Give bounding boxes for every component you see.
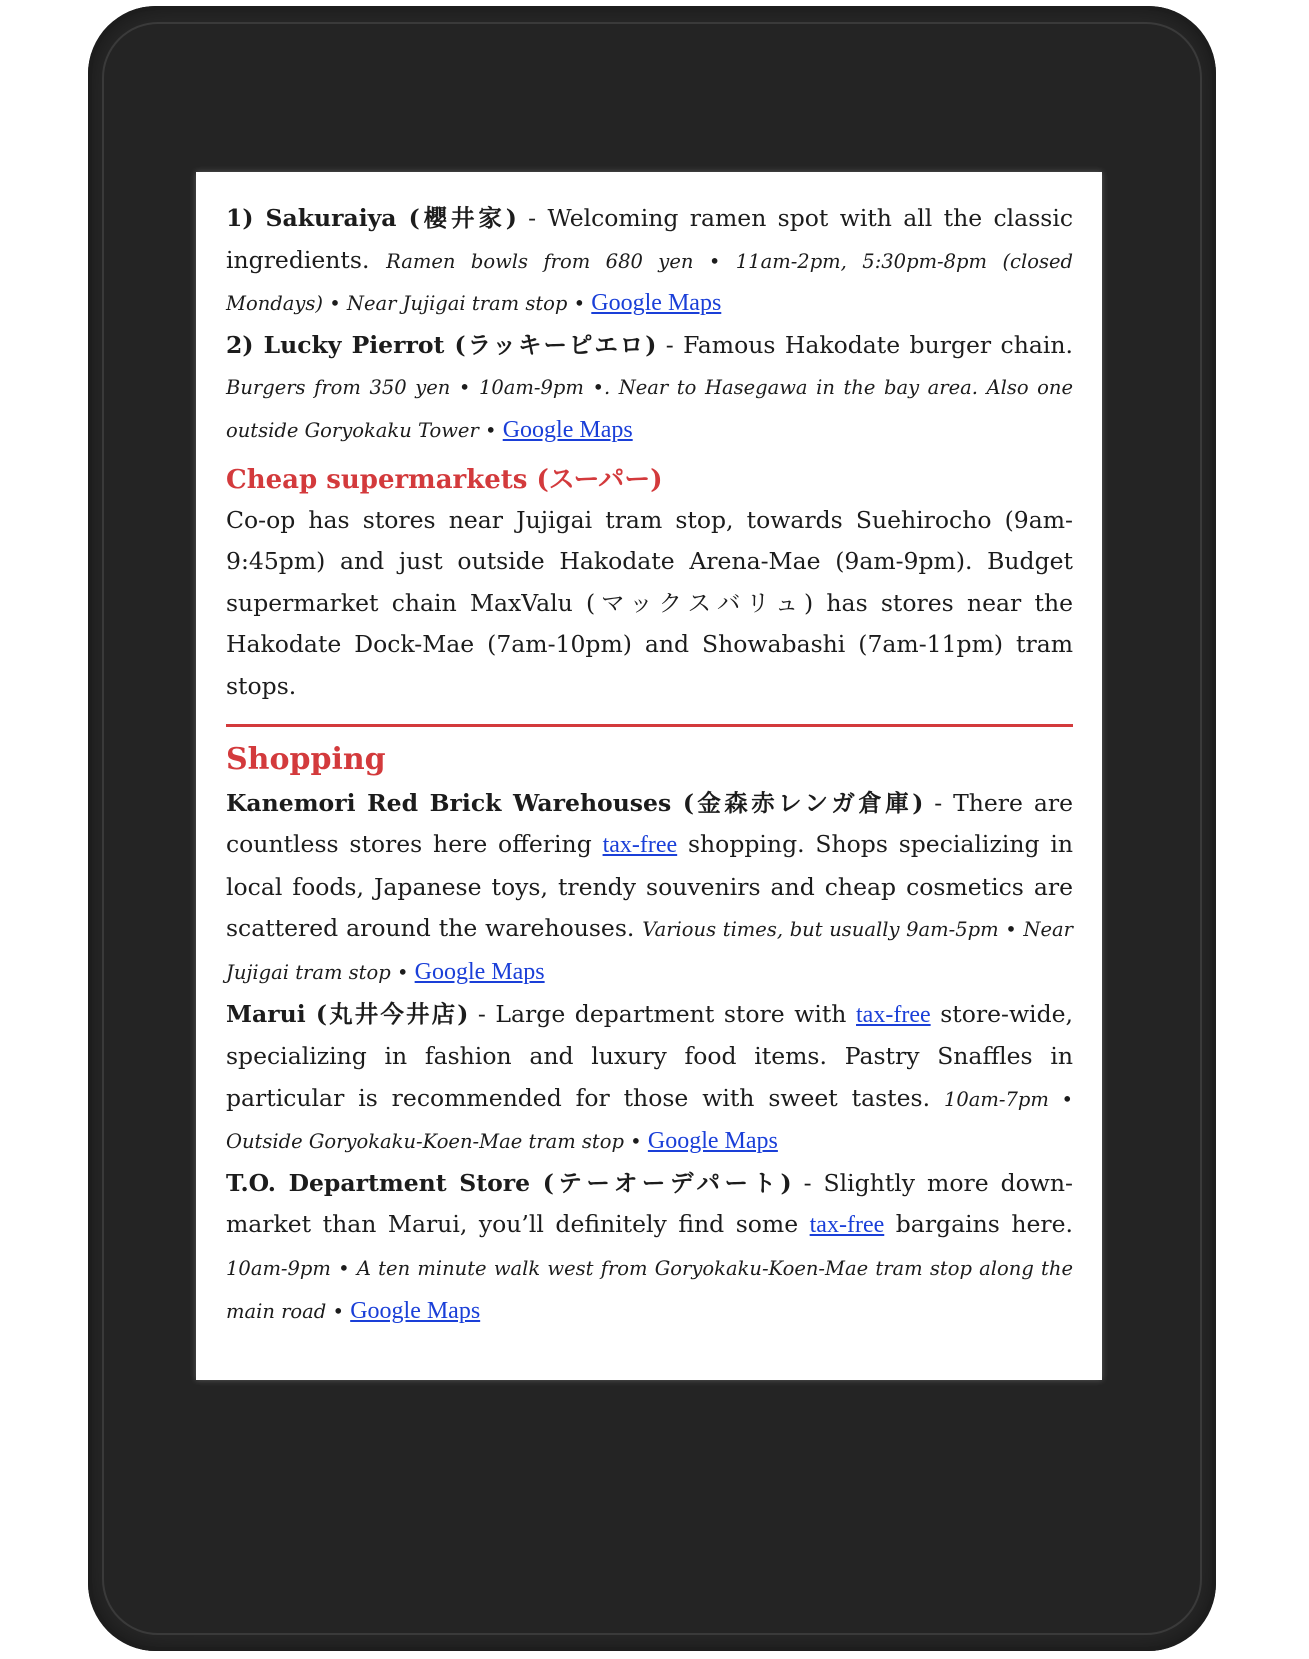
shop-name: Marui (丸井今井店) <box>226 999 469 1028</box>
shop-meta: Various times, but usually 9am-5pm • Near Jujigai tram stop • <box>226 918 1073 984</box>
shop-description: - Large department store with <box>468 999 857 1028</box>
google-maps-link[interactable]: Google Maps <box>591 290 722 317</box>
google-maps-link[interactable]: Google Maps <box>414 958 545 985</box>
shop-description: - There are countless stores here offering <box>226 788 1073 859</box>
google-maps-link[interactable]: Google Maps <box>350 1297 481 1324</box>
tax-free-link[interactable]: tax-free <box>602 832 678 859</box>
shop-entry-marui <box>226 994 1073 1163</box>
restaurant-meta: Burgers from 350 yen • 10am-9pm •. Near to Hasegawa in the bay area. Also one outside Goryokaku Tower • <box>226 376 1073 442</box>
shop-description: - Slightly more down-market than Marui, you’ll definitely find some <box>226 1168 1073 1239</box>
tax-free-link[interactable]: tax-free <box>856 1001 931 1028</box>
section-divider <box>226 724 1073 727</box>
google-maps-link[interactable]: Google Maps <box>502 416 633 443</box>
shop-description-cont: bargains here. <box>884 1210 1073 1239</box>
restaurant-entry-sakuraiya <box>226 198 1073 325</box>
restaurant-description: - Famous Hakodate burger chain. <box>656 330 1073 359</box>
supermarkets-paragraph: Co-op has stores near Jujigai tram stop, towards Suehirocho (9am-9:45pm) and just outside Hakodate Arena-Mae (9am-9pm). Budget supermarket chain MaxValu (マックスバリュ) has stores near the Hakodate Dock-Mae (7am-10pm) and Showabashi (7am-11pm) tram stops. <box>226 505 1073 700</box>
supermarkets-heading: Cheap supermarkets (スーパー) <box>226 464 663 495</box>
shop-description-cont: shopping. Shops specializing in local foods, Japanese toys, trendy souvenirs and cheap cosmetics are scattered around the warehouses. <box>226 830 1073 943</box>
page-content <box>226 198 1073 1332</box>
restaurant-meta: Ramen bowls from 680 yen • 11am-2pm, 5:30pm-8pm (closed Mondays) • Near Jujigai tram stop • <box>226 249 1073 316</box>
shop-meta: 10am-7pm • Outside Goryokaku-Koen-Mae tram stop • <box>226 1087 1073 1154</box>
restaurant-name: 2) Lucky Pierrot (ラッキーピエロ) <box>226 330 657 359</box>
restaurant-name: 1) Sakuraiya (櫻井家) <box>226 204 517 232</box>
google-maps-link[interactable]: Google Maps <box>647 1128 778 1155</box>
shop-name: T.O. Department Store (テーオーデパート) <box>226 1168 792 1197</box>
shop-name: Kanemori Red Brick Warehouses (金森赤レンガ倉庫) <box>226 788 924 817</box>
shopping-heading: Shopping <box>226 741 386 777</box>
shop-entry-kanemori <box>226 783 1073 994</box>
tax-free-link[interactable]: tax-free <box>809 1212 885 1239</box>
shop-description-cont: store-wide, specializing in fashion and luxury food items. Pastry Snaffles in particular is recommended for those with sweet tastes. <box>226 999 1073 1112</box>
restaurant-entry-lucky-pierrot <box>226 325 1073 452</box>
restaurant-description: - Welcoming ramen spot with all the classic ingredients. <box>226 204 1073 274</box>
ereader-screen <box>196 172 1102 1380</box>
shop-entry-to-department-store <box>226 1163 1073 1332</box>
shop-meta: 10am-9pm • A ten minute walk west from Goryokaku-Koen-Mae tram stop along the main road • <box>226 1257 1073 1323</box>
